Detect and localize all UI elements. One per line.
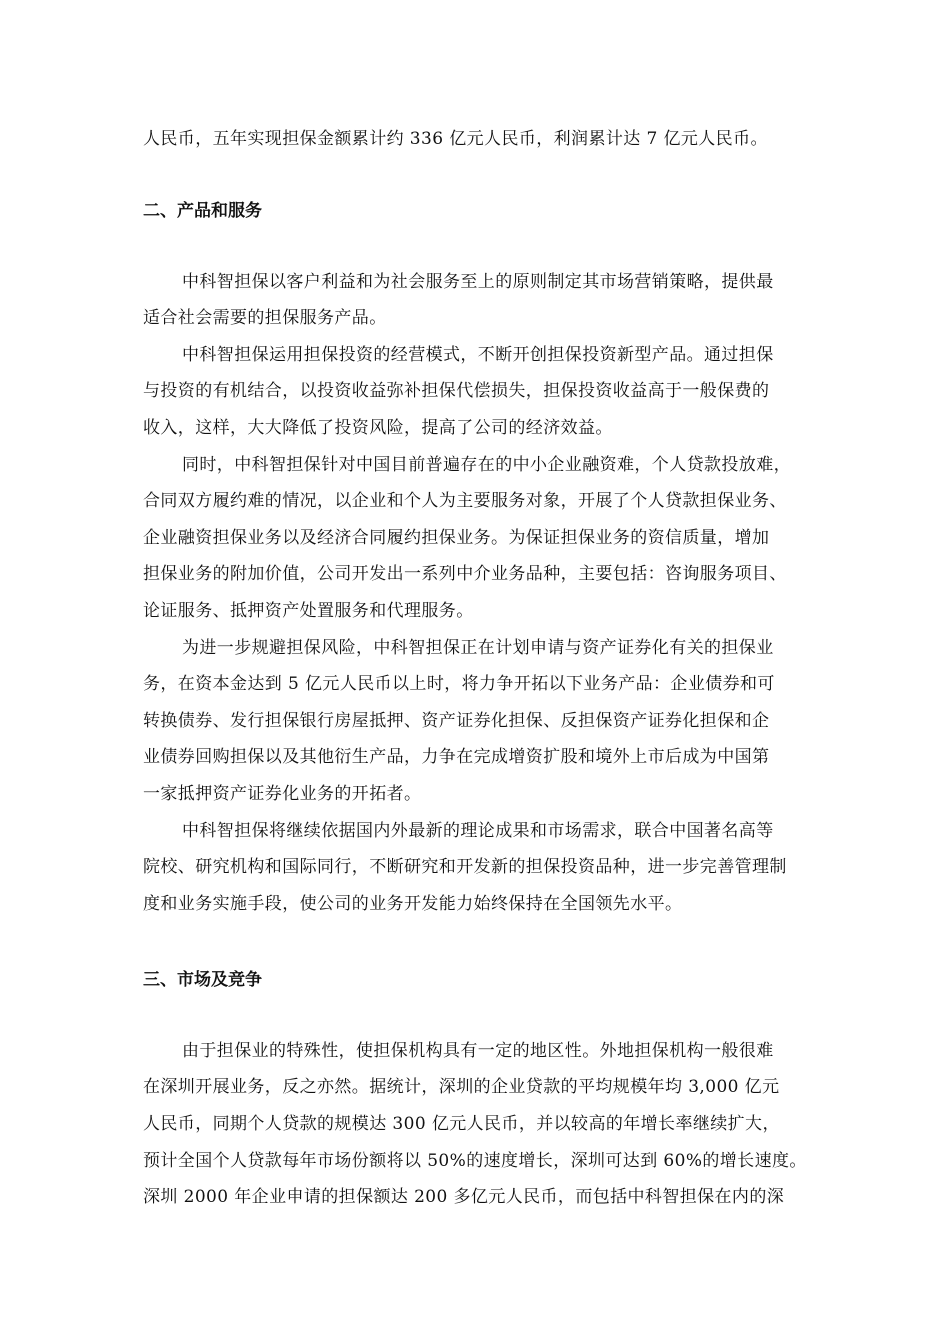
section-2-line: 同时，中科智担保针对中国目前普遍存在的中小企业融资难，个人贷款投放难，: [182, 455, 791, 475]
section-2-line: 适合社会需要的担保服务产品。: [143, 308, 387, 328]
section-2-line: 中科智担保运用担保投资的经营模式，不断开创担保投资新型产品。通过担保: [182, 345, 774, 365]
section-2-line: 与投资的有机结合，以投资收益弥补担保代偿损失，担保投资收益高于一般保费的: [143, 381, 770, 401]
section-2-line: 转换债券、发行担保银行房屋抵押、资产证券化担保、反担保资产证券化担保和企: [143, 711, 770, 731]
section-3-line: 由于担保业的特殊性，使担保机构具有一定的地区性。外地担保机构一般很难: [182, 1041, 774, 1061]
section-2-line: 一家抵押资产证券化业务的开拓者。: [143, 784, 422, 804]
section-2-line: 中科智担保将继续依据国内外最新的理论成果和市场需求，联合中国著名高等: [182, 821, 774, 841]
section-2-line: 为进一步规避担保风险，中科智担保正在计划申请与资产证券化有关的担保业: [182, 638, 774, 658]
section-2-line: 企业融资担保业务以及经济合同履约担保业务。为保证担保业务的资信质量，增加: [143, 528, 770, 548]
section-3-line: 深圳 2000 年企业申请的担保额达 200 多亿元人民币，而包括中科智担保在内的深: [143, 1187, 785, 1207]
section-2-line: 担保业务的附加价值，公司开发出一系列中介业务品种，主要包括：咨询服务项目、: [143, 564, 787, 584]
section-3-line: 预计全国个人贷款每年市场份额将以 50%的速度增长，深圳可达到 60%的增长速度。: [143, 1151, 807, 1171]
section-3-heading: 三、市场及竞争: [143, 970, 262, 990]
section-2-heading: 二、产品和服务: [143, 201, 262, 221]
section-2-line: 务，在资本金达到 5 亿元人民币以上时，将力争开拓以下业务产品：企业债券和可: [143, 674, 775, 694]
intro-line: 人民币，五年实现担保金额累计约 336 亿元人民币，利润累计达 7 亿元人民币。: [143, 129, 768, 149]
section-2-line: 合同双方履约难的情况，以企业和个人为主要服务对象，开展了个人贷款担保业务、: [143, 491, 787, 511]
section-2-line: 度和业务实施手段，使公司的业务开发能力始终保持在全国领先水平。: [143, 894, 683, 914]
section-2-line: 论证服务、抵押资产处置服务和代理服务。: [143, 601, 474, 621]
section-3-line: 人民币，同期个人贷款的规模达 300 亿元人民币，并以较高的年增长率继续扩大，: [143, 1114, 780, 1134]
section-2-line: 院校、研究机构和国际同行，不断研究和开发新的担保投资品种，进一步完善管理制: [143, 857, 787, 877]
section-2-line: 中科智担保以客户利益和为社会服务至上的原则制定其市场营销策略，提供最: [182, 272, 774, 292]
section-2-line: 收入，这样，大大降低了投资风险，提高了公司的经济效益。: [143, 418, 613, 438]
section-3-line: 在深圳开展业务，反之亦然。据统计，深圳的企业贷款的平均规模年均 3,000 亿元: [143, 1077, 780, 1097]
section-2-line: 业债券回购担保以及其他衍生产品，力争在完成增资扩股和境外上市后成为中国第: [143, 747, 770, 767]
